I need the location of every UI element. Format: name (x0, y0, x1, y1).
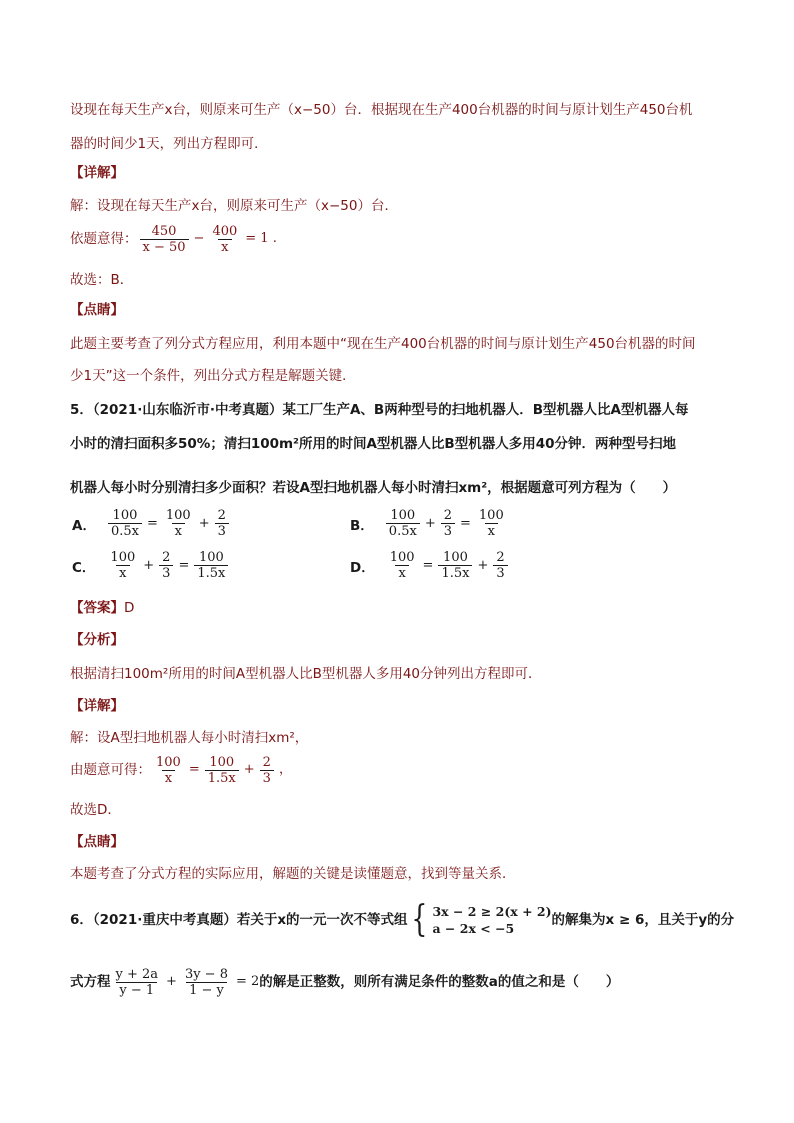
numerator: 100 (110, 550, 136, 565)
analysis-tag: 【分析】 (70, 632, 124, 648)
operator: + (143, 558, 155, 573)
numerator: 2 (496, 550, 505, 565)
option-b (350, 508, 509, 539)
option-label: C． (72, 559, 96, 576)
fraction (493, 550, 507, 581)
fraction (438, 550, 472, 581)
denominator: 3 (260, 770, 274, 786)
equation-rhs: = 1 . (245, 231, 277, 246)
option-equation (106, 508, 231, 539)
fraction (140, 224, 189, 255)
option-a (72, 508, 231, 539)
q5-stem-line-1: 5．（2021·山东临沂市·中考真题）某工厂生产A、B两种型号的扫地机器人．B型机器人比A型机器人每 (70, 402, 689, 418)
q6-line2-prefix: 式方程 (70, 974, 111, 990)
numerator: 2 (443, 508, 452, 523)
denominator: x − 50 (140, 239, 189, 255)
choose-line: 故选D． (70, 802, 121, 818)
denominator: 0.5x (386, 523, 420, 539)
punctuation: ， (278, 762, 292, 777)
operator: − (193, 231, 205, 246)
operator: + (166, 974, 177, 989)
operator: + (198, 516, 210, 531)
option-equation (385, 550, 510, 581)
fraction (163, 508, 194, 539)
q6-line2-suffix: 的解是正整数，则所有满足条件的整数a的值之和是（ ） (259, 974, 620, 990)
detail-tag: 【详解】 (70, 698, 124, 714)
fraction (153, 755, 184, 786)
q6-stem-mid: 的解集为x ≥ 6，且关于y的分 (551, 912, 735, 928)
fraction (159, 550, 173, 581)
answer-value: D (124, 600, 135, 616)
q5-stem-line-3: 机器人每小时分别清扫多少面积？若设A型扫地机器人每小时清扫xm²，根据题意可列方程为（ ） (70, 480, 677, 496)
answer-line (70, 598, 734, 618)
denominator: x (172, 523, 185, 539)
inequality-row: a − 2x < −5 (432, 921, 515, 936)
denominator: 3 (159, 565, 173, 581)
fraction (209, 224, 240, 255)
analysis-line-2: 器的时间少1天，列出方程即可． (70, 136, 268, 152)
denominator: x (485, 523, 498, 539)
q6-stem-prefix: 6．（2021·重庆中考真题）若关于x的一元一次不等式组 (70, 912, 408, 928)
numerator: y + 2a (115, 966, 159, 982)
solution-equation-prefix: 由题意可得： (70, 762, 151, 778)
fraction (215, 508, 229, 539)
analysis-line-1: 设现在每天生产x台，则原来可生产（x−50）台．根据现在生产400台机器的时间与原计划生产450台机 (70, 102, 693, 118)
choose-line: 故选：B． (70, 272, 134, 288)
numerator: 100 (165, 508, 191, 523)
denominator: 1 − y (186, 982, 227, 998)
numerator: 100 (112, 508, 138, 523)
numerator: 100 (443, 550, 468, 565)
operator: = (188, 762, 200, 777)
denominator: 1.5x (205, 770, 239, 786)
brace-icon: { (410, 899, 428, 940)
operator: + (424, 516, 436, 531)
numerator: 100 (198, 550, 224, 565)
numerator: 400 (212, 223, 238, 239)
denominator: 1.5x (194, 565, 228, 581)
comment-text: 本题考查了分式方程的实际应用，解题的关键是读懂题意，找到等量关系． (70, 866, 516, 882)
fraction (194, 550, 228, 581)
q5-stem-line-2: 小时的清扫面积多50%；清扫100m²所用的时间A型机器人比B型机器人多用40分钟．两种型号扫地 (70, 436, 676, 452)
equation-rhs: = 2 (235, 974, 260, 989)
denominator: x (116, 565, 129, 581)
q6-stem-line-1 (70, 898, 734, 942)
fraction (476, 508, 507, 539)
solution-equation-line (70, 222, 734, 256)
fraction (205, 755, 239, 786)
operator: + (477, 558, 489, 573)
operator: = (178, 558, 190, 573)
operator: = (422, 558, 434, 573)
fraction (182, 967, 231, 998)
analysis-text: 根据清扫100m²所用的时间A型机器人比B型机器人多用40分钟列出方程即可． (70, 666, 542, 682)
numerator: 3y − 8 (184, 966, 228, 982)
denominator: 0.5x (108, 523, 142, 539)
solution-line-1: 解：设A型扫地机器人每小时清扫xm²， (70, 730, 309, 746)
numerator: 2 (217, 508, 226, 523)
denominator: x (162, 770, 175, 786)
comment-line-1: 此题主要考查了列分式方程应用，利用本题中“现在生产400台机器的时间与原计划生产450台机器的时间 (70, 336, 696, 352)
option-equation (384, 508, 509, 539)
numerator: 100 (209, 754, 235, 770)
detail-tag: 【详解】 (70, 165, 124, 181)
option-c (72, 550, 230, 581)
comment-tag: 【点睛】 (70, 834, 124, 850)
fraction (108, 508, 142, 539)
numerator: 100 (156, 754, 181, 770)
solution-equation (138, 222, 277, 256)
option-label: B． (350, 517, 374, 534)
solution-equation (151, 752, 292, 788)
numerator: 450 (151, 223, 177, 239)
denominator: 3 (215, 523, 229, 539)
option-label: D． (350, 559, 375, 576)
fraction (441, 508, 455, 539)
operator: = (460, 516, 471, 531)
fraction (260, 755, 274, 786)
solution-equation-prefix: 依题意得： (70, 231, 138, 247)
denominator: x (395, 565, 408, 581)
denominator: 3 (441, 523, 455, 539)
operator: + (243, 762, 255, 777)
denominator: 3 (493, 565, 507, 581)
inequality-system (408, 899, 552, 940)
inequality-row: 3x − 2 ≥ 2(x + 2) (432, 904, 552, 919)
numerator: 2 (162, 550, 171, 565)
fraction (107, 550, 138, 581)
numerator: 2 (262, 754, 271, 770)
comment-line-2: 少1天”这一个条件，列出分式方程是解题关键． (70, 368, 356, 384)
denominator: 1.5x (438, 565, 472, 581)
denominator: x (218, 239, 231, 255)
solution-line-1: 解：设现在每天生产x台，则原来可生产（x−50）台． (70, 198, 398, 214)
fraction (113, 967, 162, 998)
option-label: A． (72, 517, 96, 534)
comment-tag: 【点睛】 (70, 302, 124, 318)
numerator: 100 (389, 550, 415, 565)
denominator: y − 1 (116, 982, 157, 998)
fraction-equation (111, 962, 260, 1002)
q6-stem-line-2 (70, 962, 734, 1002)
numerator: 100 (478, 508, 504, 523)
fraction (387, 550, 418, 581)
fraction (386, 508, 420, 539)
operator: = (146, 516, 158, 531)
option-equation (105, 550, 230, 581)
option-d (350, 550, 510, 581)
numerator: 100 (390, 508, 416, 523)
solution-equation-line (70, 752, 734, 788)
answer-tag: 【答案】 (70, 600, 124, 616)
